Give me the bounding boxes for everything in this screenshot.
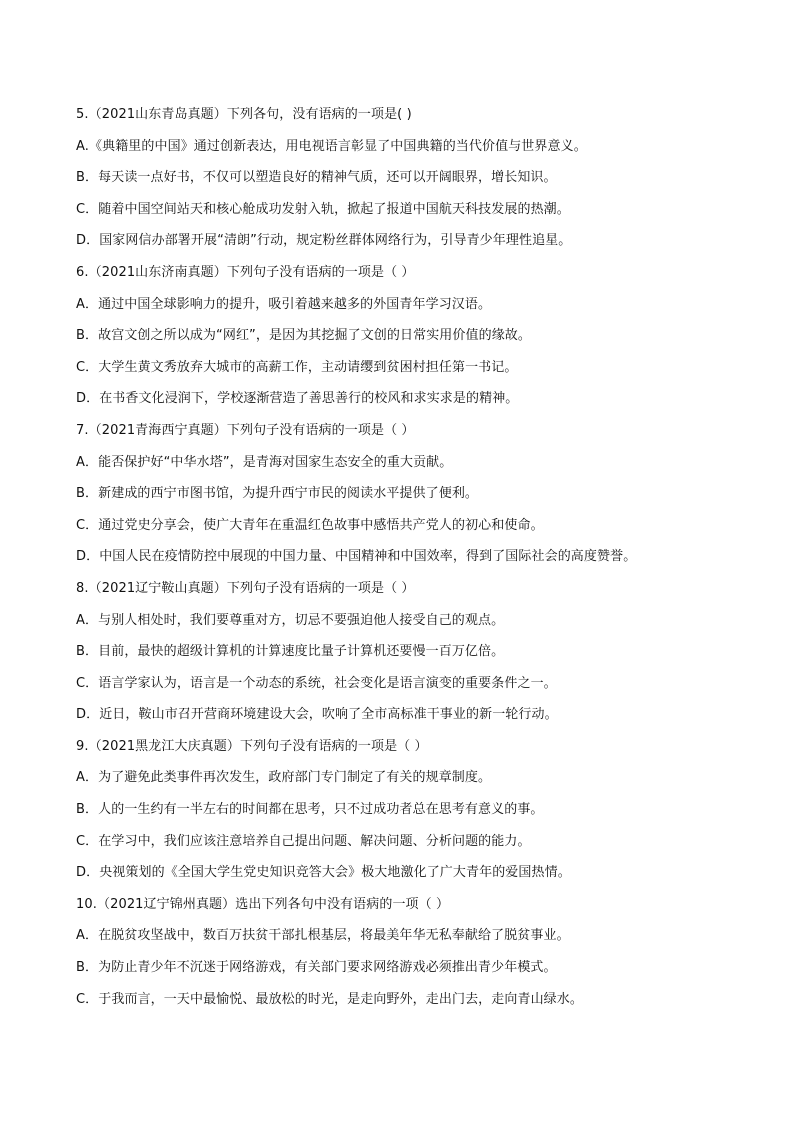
- question-stem: 5.（2021山东青岛真题）下列各句，没有语病的一项是( ): [76, 107, 412, 122]
- option-a: A．与别人相处时，我们要尊重对方，切忌不要强迫他人接受自己的观点。: [76, 612, 505, 628]
- option-b: B．人的一生约有一半左右的时间都在思考，只不过成功者总在思考有意义的事。: [76, 802, 544, 818]
- question-list: [76, 99, 736, 1015]
- question-stem: 8.（2021辽宁鞍山真题）下列句子没有语病的一项是（ ）: [76, 580, 415, 596]
- option-a: A.《典籍里的中国》通过创新表达，用电视语言彰显了中国典籍的当代价值与世界意义。: [76, 138, 587, 154]
- option-b: B．故宫文创之所以成为“网红”，是因为其挖掘了文创的日常实用价值的缘故。: [76, 328, 531, 344]
- option-d: D．国家网信办部署开展“清朗”行动，规定粉丝群体网络行为，引导青少年理性追星。: [76, 233, 572, 249]
- option-a: A．为了避免此类事件再次发生，政府部门专门制定了有关的规章制度。: [76, 770, 492, 786]
- question-7: [76, 415, 736, 573]
- option-b: B．为防止青少年不沉迷于网络游戏，有关部门要求网络游戏必须推出青少年模式。: [76, 960, 557, 976]
- question-6: [76, 257, 736, 415]
- option-d: D．近日，鞍山市召开营商环境建设大会，吹响了全市高标准干事业的新一轮行动。: [76, 707, 558, 723]
- option-a: A．通过中国全球影响力的提升，吸引着越来越多的外国青年学习汉语。: [76, 296, 492, 312]
- option-d: D．在书香文化浸润下，学校逐渐营造了善思善行的校风和求实求是的精神。: [76, 391, 519, 407]
- option-d: D．中国人民在疫情防控中展现的中国力量、中国精神和中国效率，得到了国际社会的高度赞誉。: [76, 549, 637, 565]
- question-9: [76, 731, 736, 889]
- option-b: B．目前，最快的超级计算机的计算速度比量子计算机还要慢一百万亿倍。: [76, 644, 505, 660]
- option-c: C．随着中国空间站天和核心舱成功发射入轨，掀起了报道中国航天科技发展的热潮。: [76, 201, 570, 217]
- option-c: C．大学生黄文秀放弃大城市的高薪工作，主动请缨到贫困村担任第一书记。: [76, 359, 518, 375]
- question-8: [76, 573, 736, 731]
- option-c: C．语言学家认为，语言是一个动态的系统，社会变化是语言演变的重要条件之一。: [76, 675, 557, 691]
- option-c: C．在学习中，我们应该注意培养自己提出问题、解决问题、分析问题的能力。: [76, 833, 531, 849]
- question-stem: 6.（2021山东济南真题）下列句子没有语病的一项是（ ）: [76, 264, 415, 280]
- question-stem: 10.（2021辽宁锦州真题）选出下列各句中没有语病的一项（ ）: [76, 896, 450, 912]
- option-d: D．央视策划的《全国大学生党史知识竞答大会》极大地激化了广大青年的爱国热情。: [76, 865, 571, 881]
- option-a: A．在脱贫攻坚战中，数百万扶贫干部扎根基层，将最美年华无私奉献给了脱贫事业。: [76, 928, 570, 944]
- question-10: [76, 889, 736, 1015]
- question-stem: 7.（2021青海西宁真题）下列句子没有语病的一项是（ ）: [76, 422, 415, 438]
- question-stem: 9.（2021黑龙江大庆真题）下列句子没有语病的一项是（ ）: [76, 738, 428, 754]
- option-b: B．新建成的西宁市图书馆，为提升西宁市民的阅读水平提供了便利。: [76, 486, 479, 502]
- option-c: C．通过党史分享会，使广大青年在重温红色故事中感悟共产党人的初心和使命。: [76, 517, 544, 533]
- question-5: [76, 99, 736, 257]
- option-c: C．于我而言，一天中最愉悦、最放松的时光，是走向野外，走出门去，走向青山绿水。: [76, 991, 583, 1007]
- option-a: A．能否保护好“中华水塔”，是青海对国家生态安全的重大贡献。: [76, 454, 453, 470]
- option-b: B．每天读一点好书，不仅可以塑造良好的精神气质，还可以开阔眼界，增长知识。: [76, 170, 557, 186]
